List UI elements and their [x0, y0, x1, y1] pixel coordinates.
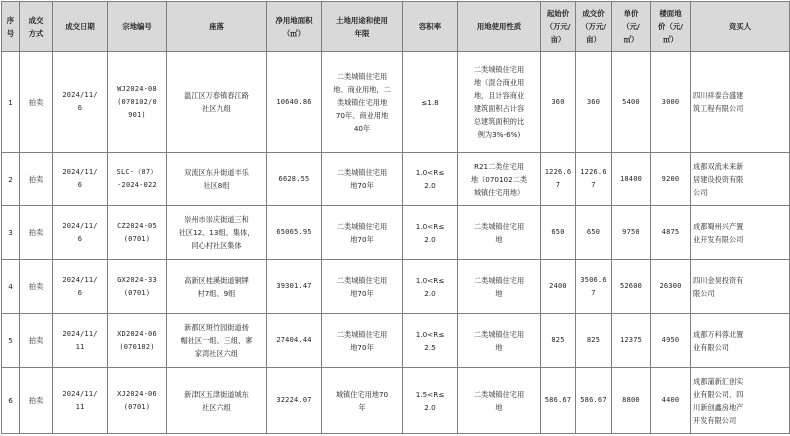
cell-deal-price: 360 [576, 52, 612, 153]
cell-index: 5 [2, 314, 20, 368]
cell-land-nature: 二类城镇住宅用 地 [458, 314, 541, 368]
cell-method: 拍卖 [20, 153, 53, 206]
cell-unit-price: 52600 [612, 260, 651, 314]
cell-location: 双流区东升街道丰乐 社区8组 [167, 153, 267, 206]
cell-parcel-id: CZ2024-05 (0701) [108, 206, 167, 260]
cell-method: 拍卖 [20, 206, 53, 260]
cell-unit-price: 8800 [612, 368, 651, 434]
cell-area: 10640.86 [267, 52, 322, 153]
header-parcel-id: 宗地编号 [108, 2, 167, 52]
cell-bidder: 成都万科蓉北置 业有限公司 [691, 314, 790, 368]
cell-date: 2024/11/ 6 [53, 52, 108, 153]
cell-parcel-id: SLC-（07） -2024-022 [108, 153, 167, 206]
cell-floor-price: 3000 [651, 52, 691, 153]
header-bidder: 竞买人 [691, 2, 790, 52]
table-row [2, 314, 790, 368]
cell-bidder: 四川祥泰合盛建 筑工程有限公司 [691, 52, 790, 153]
cell-start-price: 2400 [541, 260, 576, 314]
cell-plot-ratio: ≤1.8 [403, 52, 458, 153]
cell-use-term: 二类城镇住宅用 地70年 [322, 260, 403, 314]
cell-start-price: 360 [541, 52, 576, 153]
cell-floor-price: 26300 [651, 260, 691, 314]
cell-deal-price: 1226.6 7 [576, 153, 612, 206]
cell-bidder: 成都双流未来新 居建设投资有限 公司 [691, 153, 790, 206]
cell-deal-price: 650 [576, 206, 612, 260]
cell-plot-ratio: 1.5<R≤ 2.0 [403, 368, 458, 434]
land-transaction-table [1, 1, 790, 434]
cell-location: 新都区斑竹园街道扬 帽社区一组、三组、寥 家湾社区六组 [167, 314, 267, 368]
header-row [2, 2, 790, 52]
cell-index: 1 [2, 52, 20, 153]
cell-start-price: 1226.6 7 [541, 153, 576, 206]
cell-location: 高新区桂溪街道铜牌 村7组、9组 [167, 260, 267, 314]
cell-deal-price: 3506.6 7 [576, 260, 612, 314]
header-area: 净用地面积 （㎡） [267, 2, 322, 52]
cell-deal-price: 825 [576, 314, 612, 368]
cell-bidder: 成都蒲新汇创实 业有限公司、四 川新创鑫房地产 开发有限公司 [691, 368, 790, 434]
cell-start-price: 825 [541, 314, 576, 368]
cell-area: 6628.55 [267, 153, 322, 206]
cell-floor-price: 4950 [651, 314, 691, 368]
header-deal-price: 成交价 （万元/ 亩） [576, 2, 612, 52]
cell-bidder: 成都蜀州兴产置 业开发有限公司 [691, 206, 790, 260]
cell-use-term: 城镇住宅用地70 年 [322, 368, 403, 434]
cell-location: 温江区万春镇春江路 社区九组 [167, 52, 267, 153]
header-land-nature: 用地使用性质 [458, 2, 541, 52]
cell-parcel-id: XJ2024-06 (0701) [108, 368, 167, 434]
cell-date: 2024/11/ 6 [53, 260, 108, 314]
cell-parcel-id: XD2024-06 (070102) [108, 314, 167, 368]
header-start-price: 起始价 （万元/ 亩） [541, 2, 576, 52]
header-index: 序 号 [2, 2, 20, 52]
header-unit-price: 单价 （元/ ㎡） [612, 2, 651, 52]
table-row [2, 260, 790, 314]
cell-land-nature: 二类城镇住宅用 地 [458, 206, 541, 260]
cell-unit-price: 9750 [612, 206, 651, 260]
cell-index: 3 [2, 206, 20, 260]
cell-parcel-id: GX2024-33 (0701) [108, 260, 167, 314]
cell-location: 新津区五津街道城东 社区六组 [167, 368, 267, 434]
cell-land-nature: 二类城镇住宅用 地 [458, 368, 541, 434]
cell-use-term: 二类城镇住宅用 地70年 [322, 153, 403, 206]
cell-plot-ratio: 1.0<R≤ 2.5 [403, 314, 458, 368]
cell-deal-price: 586.67 [576, 368, 612, 434]
cell-date: 2024/11/ 11 [53, 368, 108, 434]
cell-land-nature: 二类城镇住宅用 地 [458, 260, 541, 314]
header-location: 座落 [167, 2, 267, 52]
cell-plot-ratio: 1.0<R≤ 2.0 [403, 153, 458, 206]
cell-unit-price: 5400 [612, 52, 651, 153]
cell-date: 2024/11/ 6 [53, 206, 108, 260]
cell-index: 4 [2, 260, 20, 314]
cell-use-term: 二类城镇住宅用 地70年 [322, 206, 403, 260]
cell-bidder: 四川金昊投资有 限公司 [691, 260, 790, 314]
cell-use-term: 二类城镇住宅用 地、商业用地，二 类城镇住宅用地 70年、商业用地 40年 [322, 52, 403, 153]
table-row [2, 153, 790, 206]
cell-date: 2024/11/ 6 [53, 153, 108, 206]
cell-method: 拍卖 [20, 260, 53, 314]
cell-land-nature: 二类城镇住宅用 地（混合商业用 地，且计容商业 建筑面积占计容 总建筑面积的比 例为3%-6%) [458, 52, 541, 153]
header-floor-price: 楼面地 价（元/ ㎡） [651, 2, 691, 52]
cell-index: 2 [2, 153, 20, 206]
cell-unit-price: 12375 [612, 314, 651, 368]
cell-use-term: 二类城镇住宅用 地70年 [322, 314, 403, 368]
cell-location: 崇州市崇庆街道三和 社区12、13组、集体， 同心村社区集体 [167, 206, 267, 260]
header-date: 成交日期 [53, 2, 108, 52]
cell-land-nature: R21二类住宅用 地（070102二类 城镇住宅用地） [458, 153, 541, 206]
cell-area: 65065.95 [267, 206, 322, 260]
header-method: 成交 方式 [20, 2, 53, 52]
cell-floor-price: 4875 [651, 206, 691, 260]
table-row [2, 52, 790, 153]
cell-floor-price: 4400 [651, 368, 691, 434]
cell-start-price: 586.67 [541, 368, 576, 434]
cell-index: 6 [2, 368, 20, 434]
cell-method: 拍卖 [20, 314, 53, 368]
cell-method: 拍卖 [20, 52, 53, 153]
cell-plot-ratio: 1.0<R≤ 2.0 [403, 260, 458, 314]
cell-method: 拍卖 [20, 368, 53, 434]
header-plot-ratio: 容积率 [403, 2, 458, 52]
cell-area: 27404.44 [267, 314, 322, 368]
cell-start-price: 650 [541, 206, 576, 260]
cell-area: 39301.47 [267, 260, 322, 314]
cell-area: 32224.07 [267, 368, 322, 434]
table-row [2, 368, 790, 434]
cell-unit-price: 18400 [612, 153, 651, 206]
cell-plot-ratio: 1.0<R≤ 2.0 [403, 206, 458, 260]
cell-floor-price: 9200 [651, 153, 691, 206]
cell-date: 2024/11/ 11 [53, 314, 108, 368]
table-row [2, 206, 790, 260]
header-use-term: 土地用途和使用 年限 [322, 2, 403, 52]
cell-parcel-id: WJ2024-08 (070102/0 901) [108, 52, 167, 153]
